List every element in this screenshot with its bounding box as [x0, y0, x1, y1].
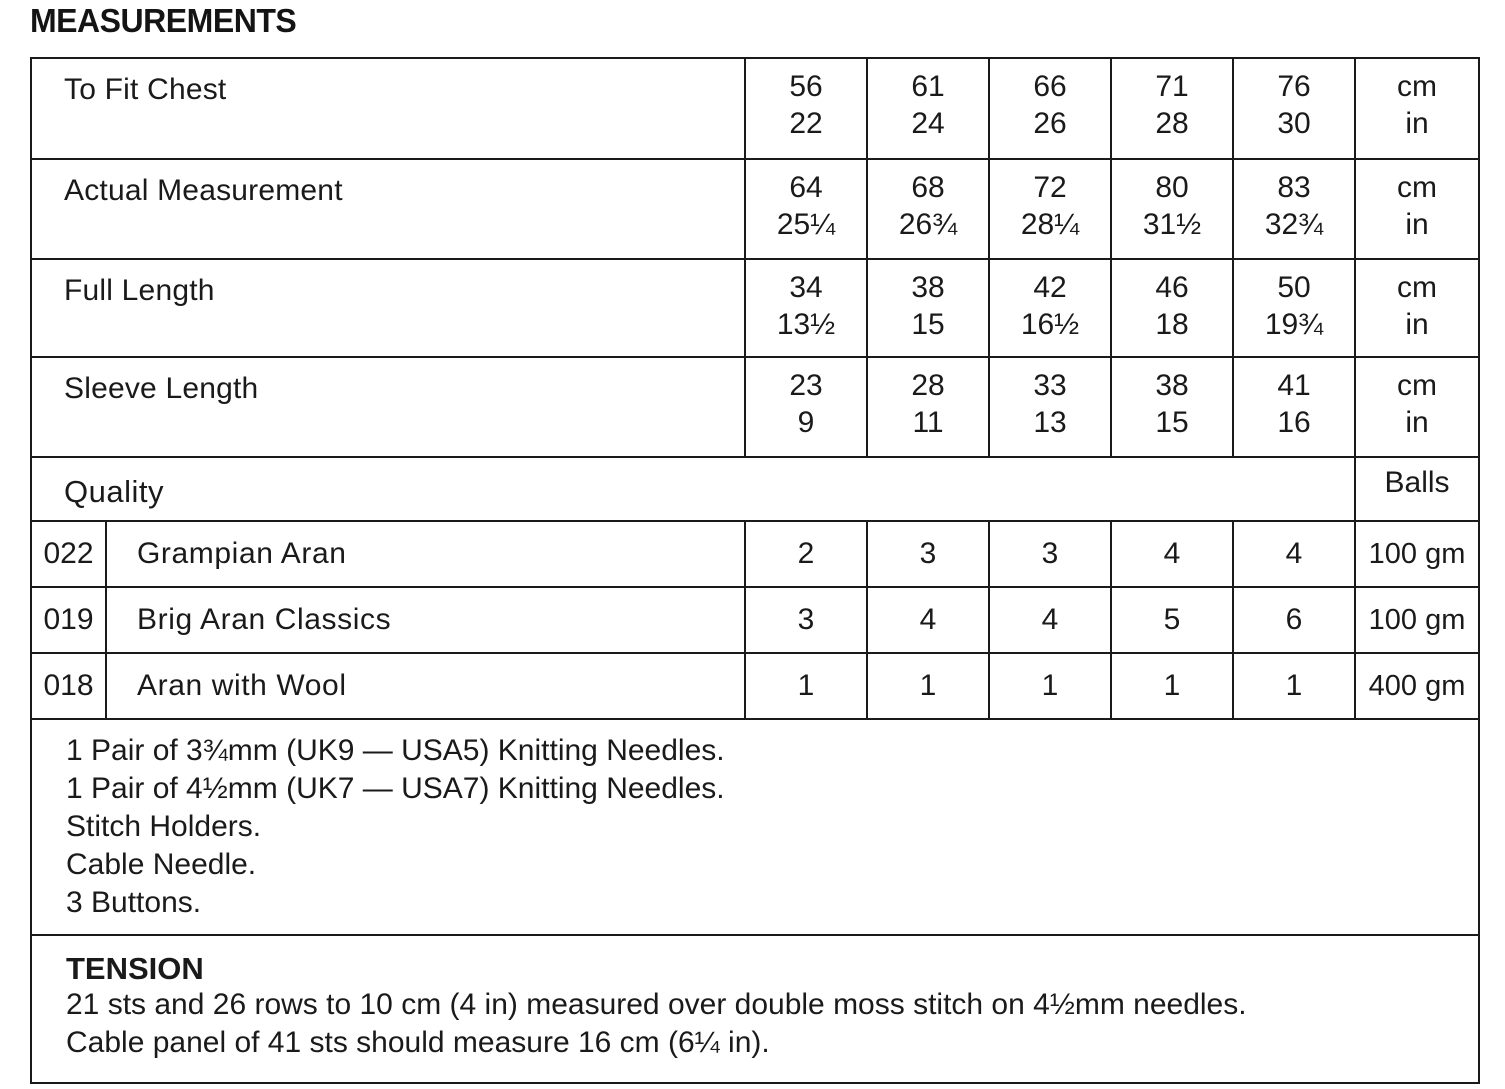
size-cell: 38 15: [1111, 357, 1233, 457]
balls-count: 6: [1233, 587, 1355, 653]
size-cell: 33 13: [989, 357, 1111, 457]
measurement-row: [31, 159, 1479, 259]
row-label: Actual Measurement: [31, 159, 745, 259]
page-title: MEASUREMENTS: [30, 2, 297, 39]
size-cell: 64 25¼: [745, 159, 867, 259]
balls-count: 1: [989, 653, 1111, 719]
unit-cell: cm in: [1355, 58, 1479, 159]
tension-line: Cable panel of 41 sts should measure 16 cm (6¼ in).: [66, 1026, 770, 1059]
tension-line: 21 sts and 26 rows to 10 cm (4 in) measured over double moss stitch on 4½mm needles.: [66, 988, 1247, 1021]
balls-count: 5: [1111, 587, 1233, 653]
measurement-row: [31, 259, 1479, 357]
size-cell: 50 19¾: [1233, 259, 1355, 357]
ball-weight: 400 gm: [1355, 653, 1479, 719]
yarn-name: Brig Aran Classics: [106, 587, 745, 653]
tension-title: TENSION: [66, 951, 204, 986]
size-cell: 76 30: [1233, 58, 1355, 159]
balls-count: 4: [867, 587, 989, 653]
size-cell: 42 16½: [989, 259, 1111, 357]
size-cell: 56 22: [745, 58, 867, 159]
balls-count: 4: [1111, 521, 1233, 587]
size-cell: 72 28¼: [989, 159, 1111, 259]
size-cell: 46 18: [1111, 259, 1233, 357]
quality-header-row: [31, 457, 1479, 521]
size-cell: 61 24: [867, 58, 989, 159]
balls-count: 4: [1233, 521, 1355, 587]
requirements-list: [31, 719, 1479, 935]
unit-cell: cm in: [1355, 159, 1479, 259]
quality-label: Quality: [31, 457, 1355, 521]
size-cell: 34 13½: [745, 259, 867, 357]
size-cell: 66 26: [989, 58, 1111, 159]
yarn-code: 022: [31, 521, 106, 587]
requirement-item: 3 Buttons.: [66, 886, 202, 919]
balls-count: 4: [989, 587, 1111, 653]
balls-count: 1: [745, 653, 867, 719]
unit-cell: cm in: [1355, 259, 1479, 357]
size-cell: 38 15: [867, 259, 989, 357]
row-label: Full Length: [31, 259, 745, 357]
unit-cell: cm in: [1355, 357, 1479, 457]
yarn-code: 019: [31, 587, 106, 653]
yarn-row: [31, 521, 1479, 587]
balls-count: 3: [867, 521, 989, 587]
measurement-row: [31, 58, 1479, 159]
balls-count: 1: [1111, 653, 1233, 719]
balls-label: Balls: [1355, 457, 1479, 521]
yarn-row: [31, 587, 1479, 653]
yarn-row: [31, 653, 1479, 719]
balls-count: 2: [745, 521, 867, 587]
ball-weight: 100 gm: [1355, 587, 1479, 653]
requirement-item: 1 Pair of 3¾mm (UK9 — USA5) Knitting Needles.: [66, 734, 725, 767]
row-label: Sleeve Length: [31, 357, 745, 457]
yarn-code: 018: [31, 653, 106, 719]
requirement-item: Cable Needle.: [66, 848, 257, 881]
balls-count: 1: [867, 653, 989, 719]
size-cell: 71 28: [1111, 58, 1233, 159]
row-label: To Fit Chest: [31, 58, 745, 159]
size-cell: 68 26¾: [867, 159, 989, 259]
ball-weight: 100 gm: [1355, 521, 1479, 587]
balls-count: 1: [1233, 653, 1355, 719]
measurements-table: [30, 57, 1480, 1084]
size-cell: 41 16: [1233, 357, 1355, 457]
requirement-item: 1 Pair of 4½mm (UK7 — USA7) Knitting Needles.: [66, 772, 725, 805]
size-cell: 80 31½: [1111, 159, 1233, 259]
yarn-name: Aran with Wool: [106, 653, 745, 719]
balls-count: 3: [745, 587, 867, 653]
measurement-row: [31, 357, 1479, 457]
size-cell: 83 32¾: [1233, 159, 1355, 259]
tension-row: [31, 935, 1479, 1083]
requirement-item: Stitch Holders.: [66, 810, 262, 843]
requirements-row: [31, 719, 1479, 935]
size-cell: 28 11: [867, 357, 989, 457]
balls-count: 3: [989, 521, 1111, 587]
yarn-name: Grampian Aran: [106, 521, 745, 587]
size-cell: 23 9: [745, 357, 867, 457]
tension-section: [31, 935, 1479, 1083]
